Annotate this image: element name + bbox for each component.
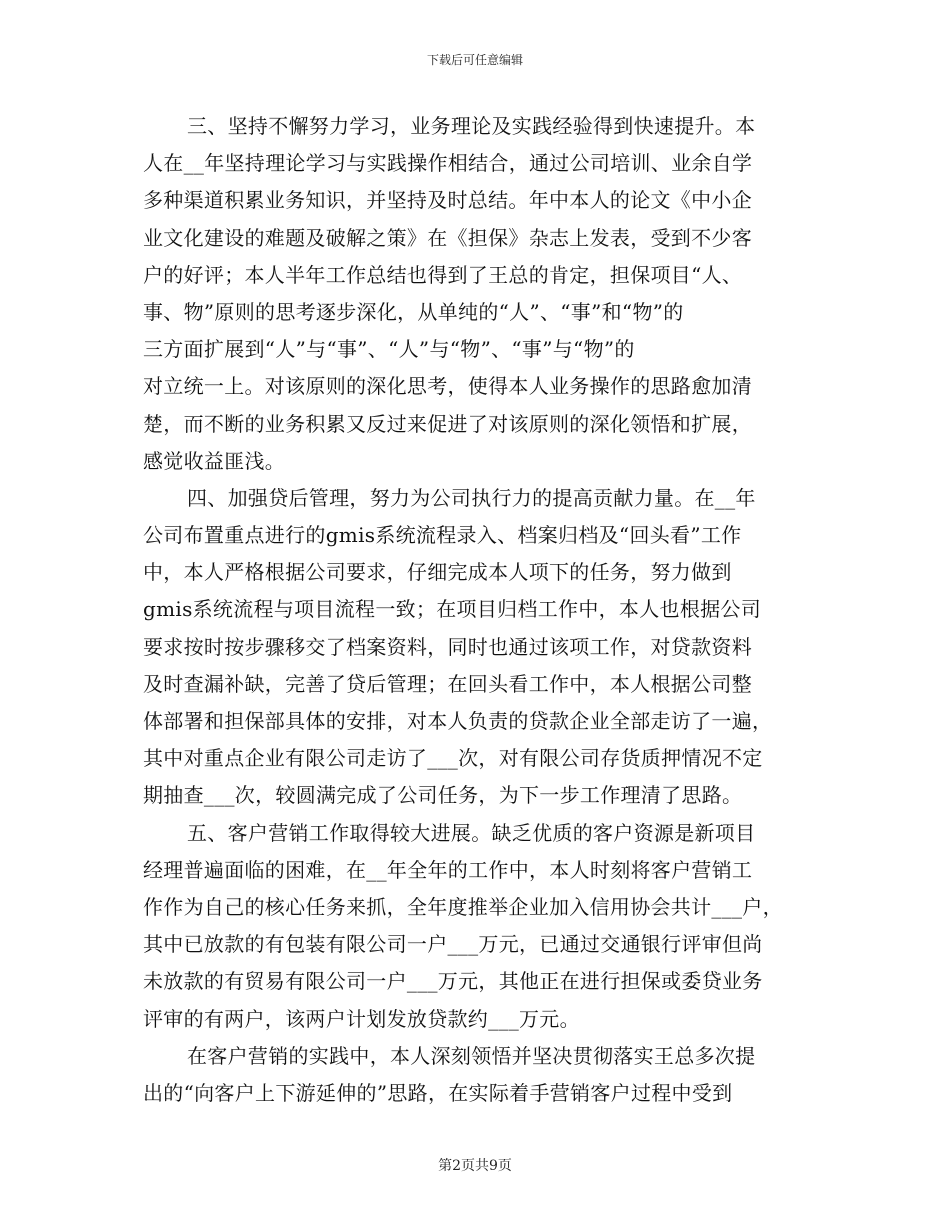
paragraph-line: 感觉收益匪浅。 (143, 448, 286, 473)
paragraph-line: 出的“向客户上下游延伸的”思路，在实际着手营销客户过程中受到 (143, 1080, 733, 1105)
paragraph-line: 户的好评；本人半年工作总结也得到了王总的肯定，担保项目“人、 (143, 262, 743, 287)
paragraph-line: 其中对重点企业有限公司走访了___次，对有限公司存货质押情况不定 (143, 746, 763, 771)
paragraph-line: gmis系统流程与项目流程一致；在项目归档工作中，本人也根据公司 (143, 597, 762, 622)
paragraph-line: 及时查漏补缺，完善了贷后管理；在回头看工作中，本人根据公司整 (143, 671, 752, 696)
paragraph-line: 楚，而不断的业务积累又反过来促进了对该原则的深化领悟和扩展， (143, 411, 752, 436)
paragraph-line: 四、加强贷后管理，努力为公司执行力的提高贡献力量。在__年 (187, 485, 756, 510)
paragraph-line: 五、客户营销工作取得较大进展。缺乏优质的客户资源是新项目 (187, 820, 756, 845)
paragraph-line: 公司布置重点进行的gmis系统流程录入、档案归档及“回头看”工作 (143, 523, 742, 548)
paragraph-line: 业文化建设的难题及破解之策》在《担保》杂志上发表，受到不少客 (143, 225, 752, 250)
paragraph-line: 未放款的有贸易有限公司一户___万元，其他正在进行担保或委贷业务 (143, 969, 763, 994)
page-number: 第2页共9页 (438, 1158, 512, 1174)
paragraph-line: 对立统一上。对该原则的深化思考，使得本人业务操作的思路愈加清 (143, 374, 752, 399)
paragraph-line: 三方面扩展到“人”与“事”、“人”与“物”、“事”与“物”的 (143, 337, 635, 362)
page-header: 下载后可任意编辑 (426, 53, 523, 67)
paragraph-line: 作作为自己的核心任务来抓，全年度推举企业加入信用协会共计___户， (143, 894, 783, 919)
paragraph-line: 体部署和担保部具体的安排，对本人负责的贷款企业全部走访了一遍， (143, 709, 773, 733)
paragraph-line: 中，本人严格根据公司要求，仔细完成本人项下的任务，努力做到 (143, 560, 732, 585)
paragraph-line: 期抽查___次，较圆满完成了公司任务，为下一步工作理清了思路。 (143, 783, 743, 808)
paragraph-line: 多种渠道积累业务知识，并坚持及时总结。年中本人的论文《中小企 (143, 188, 752, 213)
paragraph-line: 评审的有两户，该两户计划发放贷款约___万元。 (143, 1006, 580, 1031)
paragraph-line: 要求按时按步骤移交了档案资料，同时也通过该项工作，对贷款资料 (143, 634, 752, 659)
paragraph-line: 人在__年坚持理论学习与实践操作相结合，通过公司培训、业余自学 (143, 151, 753, 176)
paragraph-line: 三、坚持不懈努力学习，业务理论及实践经验得到快速提升。本 (187, 114, 756, 138)
paragraph-line: 事、物”原则的思考逐步深化，从单纯的“人”、“事”和“物”的 (143, 299, 684, 324)
paragraph-line: 其中已放款的有包装有限公司一户___万元，已通过交通银行评审但尚 (143, 932, 763, 957)
document-body (143, 108, 809, 1112)
paragraph-line: 经理普遍面临的困难，在__年全年的工作中，本人时刻将客户营销工 (143, 857, 753, 882)
paragraph-line: 在客户营销的实践中，本人深刻领悟并坚决贯彻落实王总多次提 (187, 1043, 756, 1068)
